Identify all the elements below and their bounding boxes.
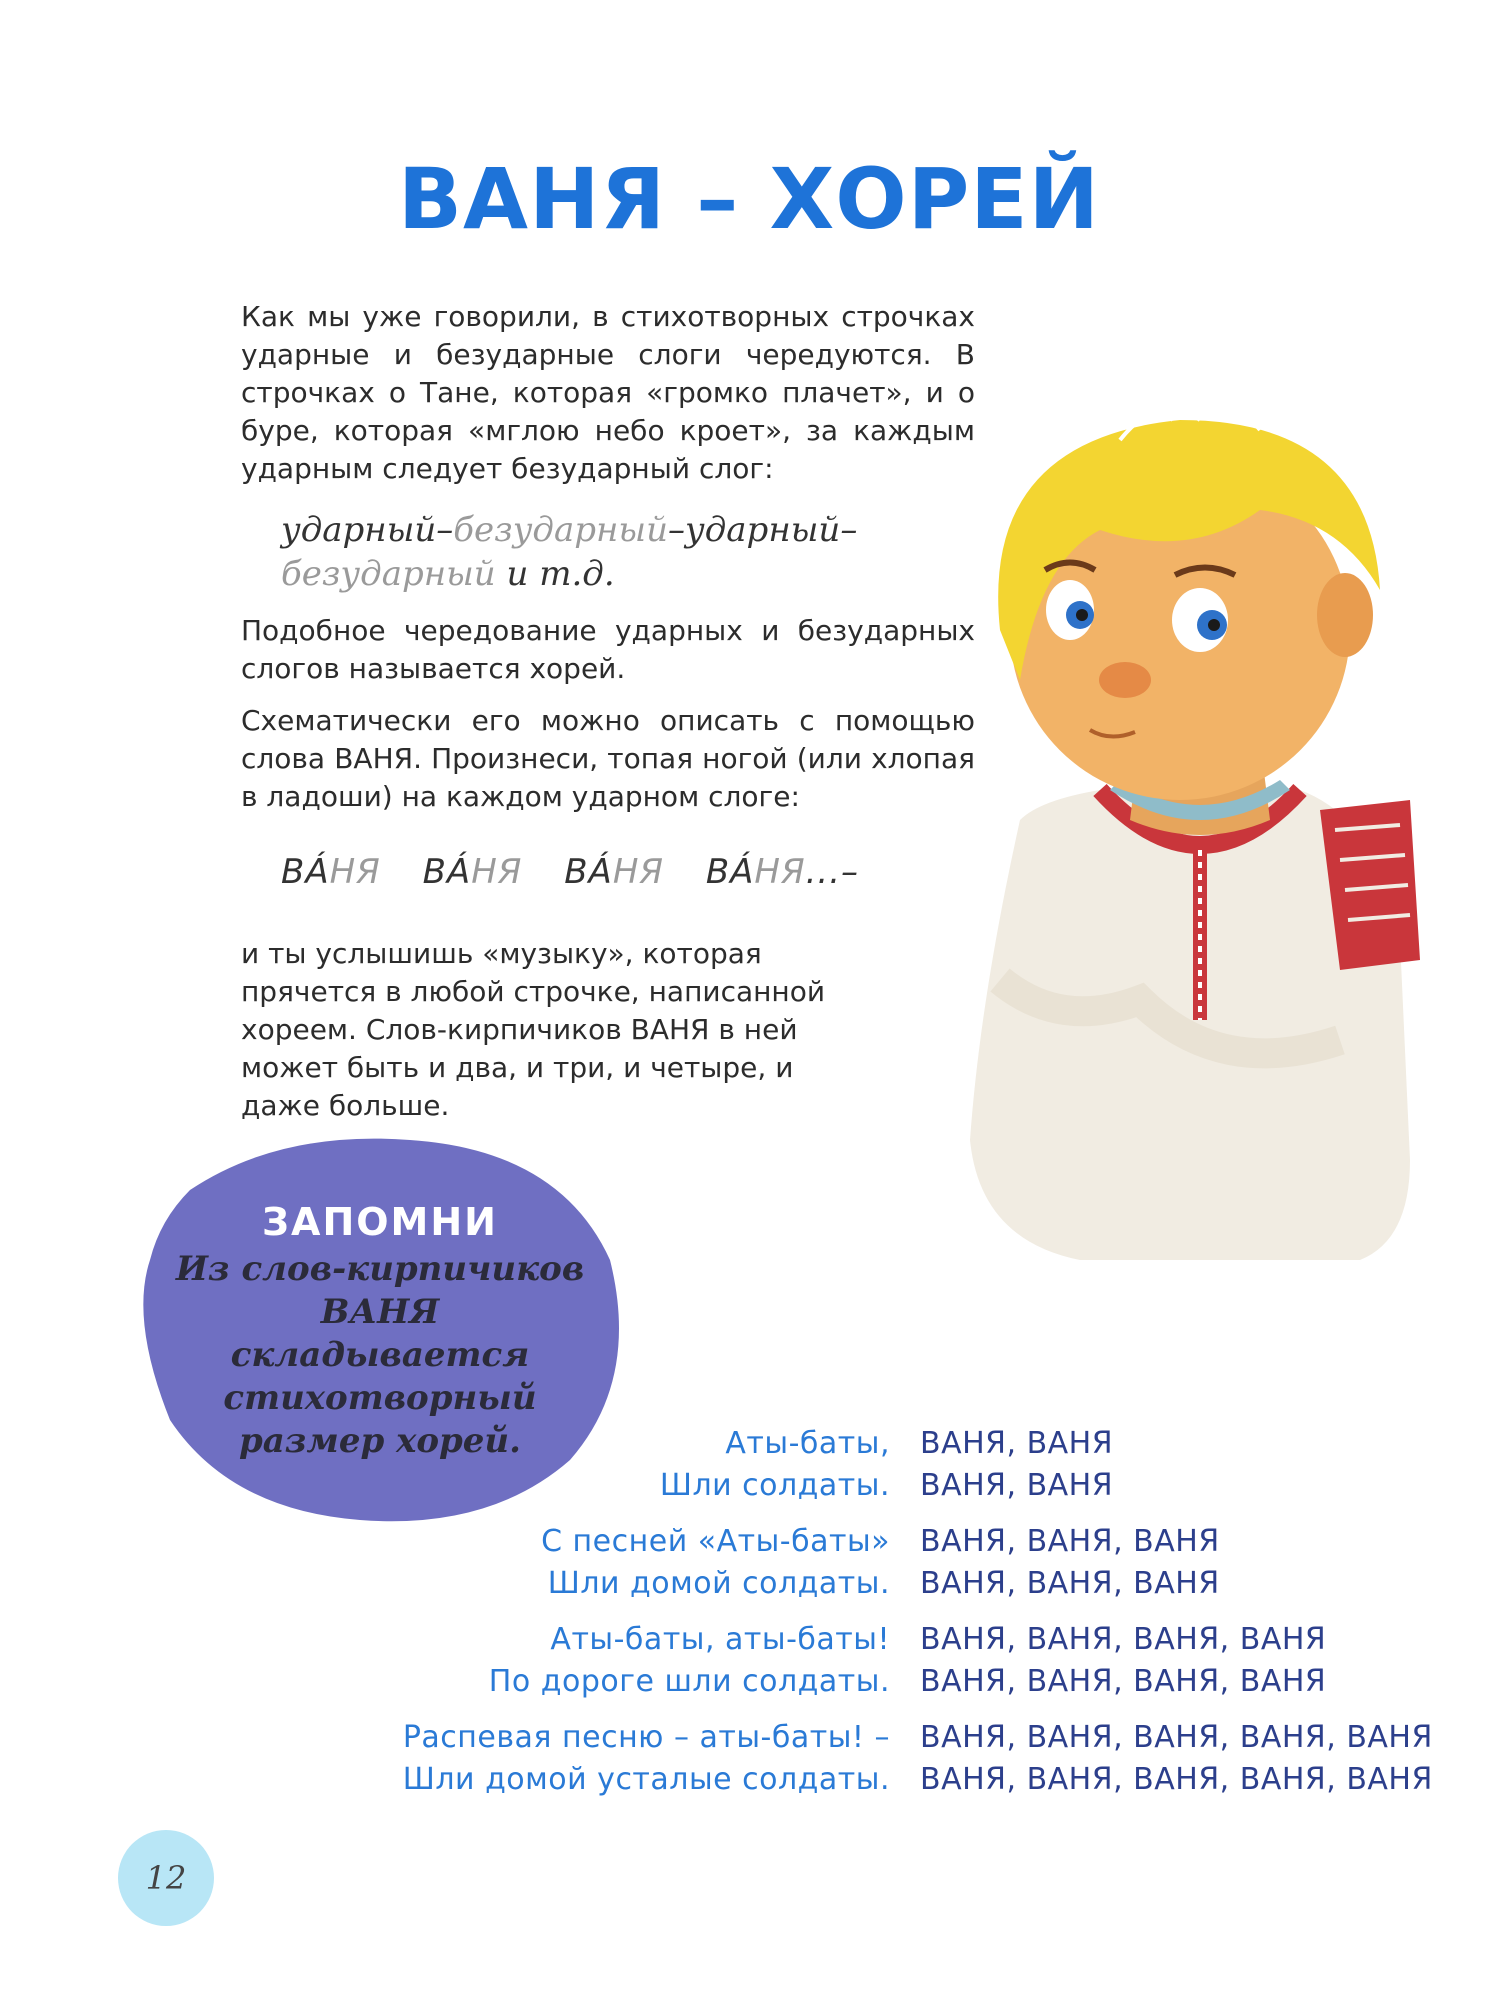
intro-paragraph: Как мы уже говорили, в стихотворных строчках ударные и безударные слоги чередуются. В строчках о Тане, которая «громко плачет», и о буре, которая «мглою небо кроет», за каждым ударным следует безударный слог: [241, 300, 975, 485]
stress-scheme [281, 508, 857, 596]
page-title: ВАНЯ – ХОРЕЙ [398, 150, 1100, 248]
poem-stanza [300, 1520, 1460, 1604]
scheme-word: ударный [685, 510, 841, 550]
poem-stanza [300, 1618, 1460, 1702]
page-number-badge [118, 1830, 214, 1926]
boy-illustration [940, 380, 1460, 1280]
scheme-line-2 [281, 552, 857, 596]
remember-text: Из слов-кирпичиков ВАНЯ складывается стихотворный размер хорей. [175, 1249, 585, 1461]
poem-stanza [300, 1716, 1460, 1800]
poem-stanza [300, 1422, 1460, 1506]
poem-row: Распевая песню – аты-баты! – ВАНЯ, ВАНЯ, ВАНЯ, ВАНЯ, ВАНЯ [402, 1719, 1433, 1755]
scheme-line-1: ударный–безударный–ударный– [281, 510, 858, 550]
poem-row: Аты-баты, ВАНЯ, ВАНЯ [725, 1425, 1114, 1461]
scheme-etc: и т.д. [506, 554, 615, 594]
scheme-word-unstressed: безударный [453, 510, 669, 550]
poem-row: Шли домой усталые солдаты. ВАНЯ, ВАНЯ, ВАНЯ, ВАНЯ, ВАНЯ [402, 1761, 1433, 1797]
poem-row: По дороге шли солдаты. ВАНЯ, ВАНЯ, ВАНЯ, ВАНЯ [488, 1663, 1327, 1699]
poem [300, 1422, 1460, 1814]
page-number: 12 [145, 1859, 187, 1897]
scheme-word-unstressed: безударный [281, 554, 496, 594]
poem-row: С песней «Аты-баты» ВАНЯ, ВАНЯ, ВАНЯ [541, 1523, 1220, 1559]
definition-paragraph: Подобное чередование ударных и безударных слогов называется хорей. [241, 614, 975, 685]
poem-row: Шли домой солдаты. ВАНЯ, ВАНЯ, ВАНЯ [547, 1565, 1220, 1601]
scheme-paragraph: Схематически его можно описать с помощью слова ВАНЯ. Произнеси, топая ногой (или хлопая в ладоши) на каждом ударном слоге: [241, 704, 975, 813]
vanya-rhythm: ВÁНЯ ВÁНЯ ВÁНЯ ВÁНЯ...– [281, 852, 860, 892]
remember-heading: ЗАПОМНИ [262, 1200, 498, 1244]
scheme-word: ударный [281, 510, 437, 550]
poem-row: Шли солдаты. ВАНЯ, ВАНЯ [659, 1467, 1114, 1503]
music-paragraph: и ты услышишь «музыку», которая прячется в любой строчке, написанной хореем. Слов-кирпичиков ВАНЯ в ней может быть и два, и три, и четыре, и даже больше. [241, 937, 826, 1122]
poem-row: Аты-баты, аты-баты! ВАНЯ, ВАНЯ, ВАНЯ, ВАНЯ [550, 1621, 1327, 1657]
